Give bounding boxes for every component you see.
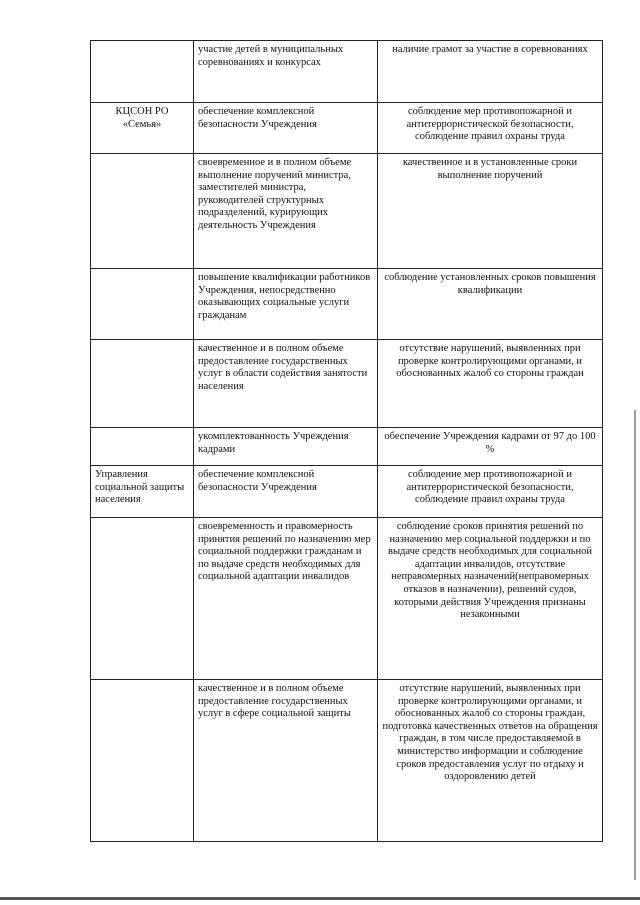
task-cell: участие детей в муниципальных соревнованиях и конкурсах bbox=[194, 41, 378, 103]
table-row bbox=[91, 154, 603, 269]
table-row bbox=[91, 269, 603, 340]
task-cell: обеспечение комплексной безопасности Учреждения bbox=[194, 103, 378, 154]
criterion-cell: соблюдение мер противопожарной и антитеррористической безопасности, соблюдение правил охраны труда bbox=[378, 103, 603, 154]
criterion-cell: отсутствие нарушений, выявленных при проверке контролирующими органами, и обоснованных жалоб со стороны граждан bbox=[378, 340, 603, 428]
org-cell bbox=[91, 428, 194, 466]
criterion-cell: соблюдение установленных сроков повышения квалификации bbox=[378, 269, 603, 340]
criteria-table bbox=[90, 40, 603, 842]
org-cell bbox=[91, 518, 194, 680]
org-cell bbox=[91, 340, 194, 428]
task-cell: своевременность и правомерность принятия решений по назначению мер социальной поддержки гражданам и по выдаче средств необходимых для социальной адаптации инвалидов bbox=[194, 518, 378, 680]
org-cell bbox=[91, 154, 194, 269]
org-cell bbox=[91, 680, 194, 842]
scan-edge-right bbox=[634, 410, 636, 880]
table-row bbox=[91, 340, 603, 428]
org-cell bbox=[91, 41, 194, 103]
task-cell: качественное и в полном объеме предоставление государственных услуг в области содействия занятости населения bbox=[194, 340, 378, 428]
table-row bbox=[91, 103, 603, 154]
table-row bbox=[91, 466, 603, 518]
task-cell: обеспечение комплексной безопасности Учреждения bbox=[194, 466, 378, 518]
criterion-cell: соблюдение сроков принятия решений по назначению мер социальной поддержки и по выдаче средств необходимых для социальной адаптации инвалидов, отсутствие неправомерных назначений(неправомерных отказов в назначении), решений судов, которыми действия Учреждения признаны незаконными bbox=[378, 518, 603, 680]
criterion-cell: соблюдение мер противопожарной и антитеррористической безопасности, соблюдение правил охраны труда bbox=[378, 466, 603, 518]
org-cell: Управления социальной защиты населения bbox=[91, 466, 194, 518]
table-row bbox=[91, 41, 603, 103]
criterion-cell: наличие грамот за участие в соревнованиях bbox=[378, 41, 603, 103]
scan-edge-bottom bbox=[0, 897, 640, 900]
org-cell bbox=[91, 269, 194, 340]
task-cell: укомплектованность Учреждения кадрами bbox=[194, 428, 378, 466]
criterion-cell: отсутствие нарушений, выявленных при проверке контролирующими органами, и обоснованных жалоб со стороны граждан, подготовка качественных ответов на обращения граждан, в том числе предоставляемой в министерство информации и соблюдение сроков предоставления услуг по отдыху и оздоровлению детей bbox=[378, 680, 603, 842]
table-row bbox=[91, 428, 603, 466]
table-row bbox=[91, 518, 603, 680]
criterion-cell: обеспечение Учреждения кадрами от 97 до 100 % bbox=[378, 428, 603, 466]
task-cell: повышение квалификации работников Учреждения, непосредственно оказывающих социальные услуги гражданам bbox=[194, 269, 378, 340]
task-cell: своевременное и в полном объеме выполнение поручений министра, заместителей министра, руководителей структурных подразделений, курирующих деятельность Учреждения bbox=[194, 154, 378, 269]
table-row bbox=[91, 680, 603, 842]
org-cell: КЦСОН РО «Семья» bbox=[91, 103, 194, 154]
criterion-cell: качественное и в установленные сроки выполнение поручений bbox=[378, 154, 603, 269]
task-cell: качественное и в полном объеме предоставление государственных услуг в сфере социальной защиты bbox=[194, 680, 378, 842]
